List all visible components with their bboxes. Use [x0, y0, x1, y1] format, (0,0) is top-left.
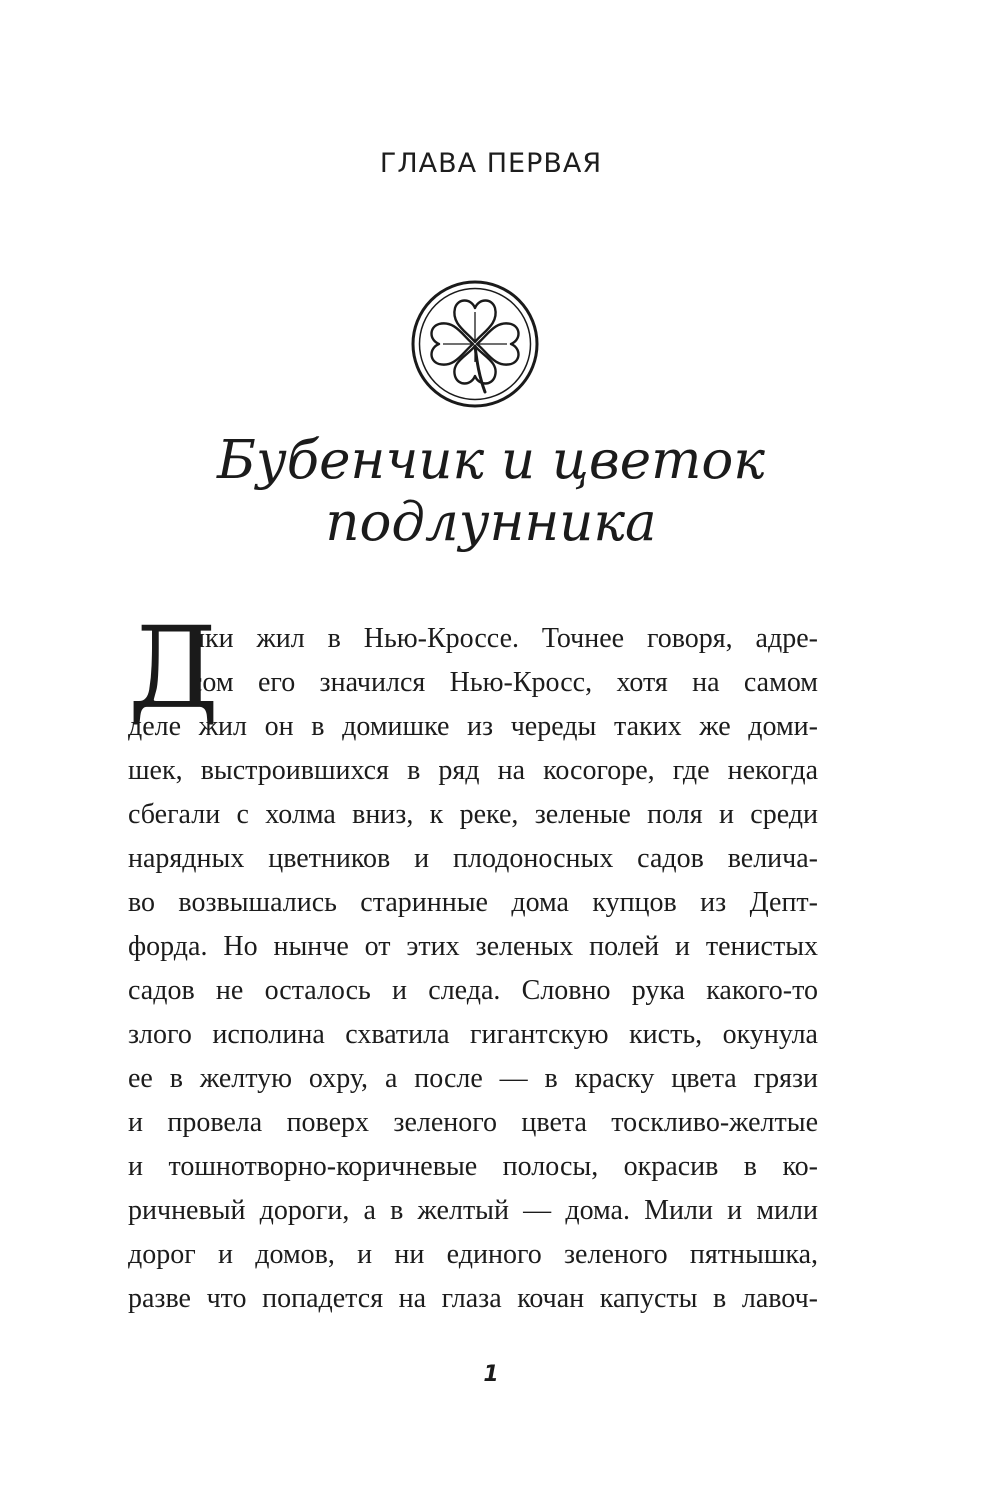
text-line: и тошнотворно-коричневые полосы, окрасив в ко- [128, 1151, 818, 1182]
chapter-label: ГЛАВА ПЕРВАЯ [379, 148, 603, 179]
text-line: форда. Но нынче от этих зеленых полей и тенистых [128, 931, 818, 962]
four-leaf-clover-icon [409, 278, 541, 410]
body-text [128, 604, 818, 1321]
text-line: нарядных цветников и плодоносных садов велича- [128, 843, 818, 874]
text-line: ричневый дороги, а в желтый — дома. Мили и мили [128, 1195, 818, 1226]
chapter-title [0, 430, 982, 554]
chapter-title-line-2: подлунника [325, 492, 657, 553]
text-line: и провела поверх зеленого цвета тоскливо-желтые [128, 1107, 818, 1138]
text-line: дорог и домов, и ни единого зеленого пятнышка, [128, 1239, 818, 1270]
text-line: во возвышались старинные дома купцов из Депт- [128, 887, 818, 918]
chapter-title-line-1: Бубенчик и цветок [217, 430, 765, 491]
text-line: ее в желтую охру, а после — в краску цвета грязи [128, 1063, 818, 1094]
text-line: злого исполина схватила гигантскую кисть, окунула [128, 1019, 818, 1050]
text-line: разве что попадется на глаза кочан капусты в лавоч- [128, 1283, 818, 1314]
text-line: сом его значился Нью-Кросс, хотя на самом [190, 667, 818, 698]
text-line: сбегали с холма вниз, к реке, зеленые поля и среди [128, 799, 818, 830]
page-number: 1 [483, 1362, 499, 1387]
text-line: ики жил в Нью-Кроссе. Точнее говоря, адре- [190, 623, 818, 654]
text-line: деле жил он в домишке из череды таких же доми- [128, 711, 818, 742]
text-line: садов не осталось и следа. Словно рука какого-то [128, 975, 818, 1006]
text-line: шек, выстроившихся в ряд на косогоре, где некогда [128, 755, 818, 786]
drop-cap: Д [128, 604, 220, 734]
